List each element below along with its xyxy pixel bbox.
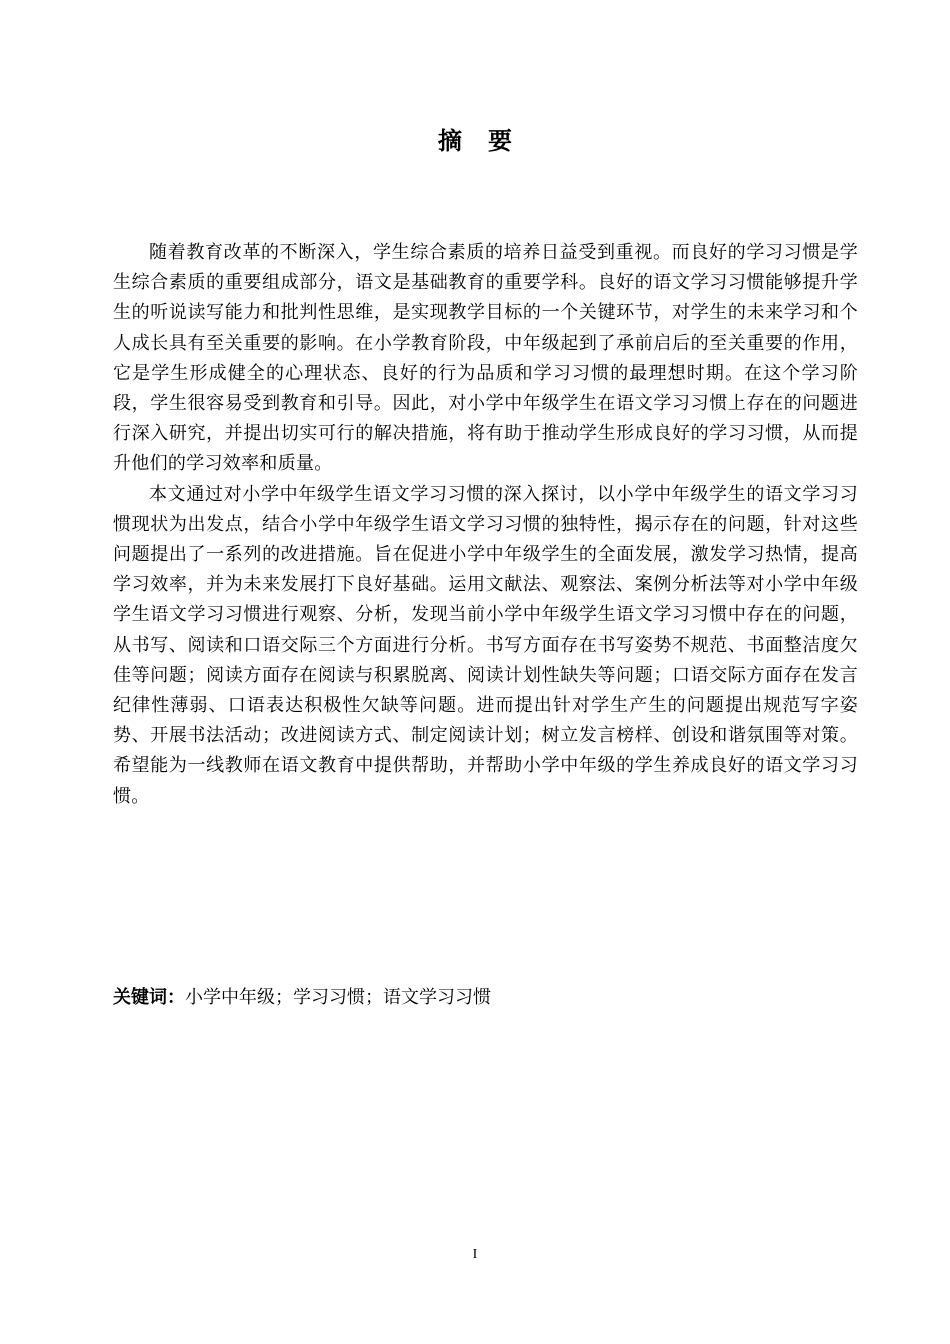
abstract-paragraph-2: 本文通过对小学中年级学生语文学习习惯的深入探讨，以小学中年级学生的语文学习习惯现状为出发点，结合小学中年级学生语文学习习惯的独特性，揭示存在的问题，针对这些问题提出了一系列的改进措施。旨在促进小学中年级学生的全面发展，激发学习热情，提高学习效率，并为未来发展打下良好基础。运用文献法、观察法、案例分析法等对小学中年级学生语文学习习惯进行观察、分析，发现当前小学中年级学生语文学习习惯中存在的问题，从书写、阅读和口语交际三个方面进行分析。书写方面存在书写姿势不规范、书面整洁度欠佳等问题；阅读方面存在阅读与积累脱离、阅读计划性缺失等问题；口语交际方面存在发言纪律性薄弱、口语表达积极性欠缺等问题。进而提出针对学生产生的问题提出规范写字姿势、开展书法活动；改进阅读方式、制定阅读计划；树立发言榜样、创设和谐氛围等对策。希望能为一线教师在语文教育中提供帮助，并帮助小学中年级的学生养成良好的语文学习习惯。 — [113, 483, 858, 807]
page-title: 摘要 — [438, 127, 538, 155]
keywords-line — [113, 983, 858, 1013]
abstract-body — [113, 238, 858, 812]
page-number: I — [472, 1247, 478, 1262]
keywords-label: 关键词： — [113, 987, 185, 1008]
abstract-paragraph-1: 随着教育改革的不断深入，学生综合素质的培养日益受到重视。而良好的学习习惯是学生综合素质的重要组成部分，语文是基础教育的重要学科。良好的语文学习习惯能够提升学生的听说读写能力和批判性思维，是实现教学目标的一个关键环节，对学生的未来学习和个人成长具有至关重要的影响。在小学教育阶段，中年级起到了承前启后的至关重要的作用，它是学生形成健全的心理状态、良好的行为品质和学习习惯的最理想时期。在这个学习阶段，学生很容易受到教育和引导。因此，对小学中年级学生在语文学习习惯上存在的问题进行深入研究，并提出切实可行的解决措施，将有助于推动学生形成良好的学习习惯，从而提升他们的学习效率和质量。 — [113, 242, 858, 475]
keywords-value: 小学中年级；学习习惯；语文学习习惯 — [185, 987, 491, 1008]
